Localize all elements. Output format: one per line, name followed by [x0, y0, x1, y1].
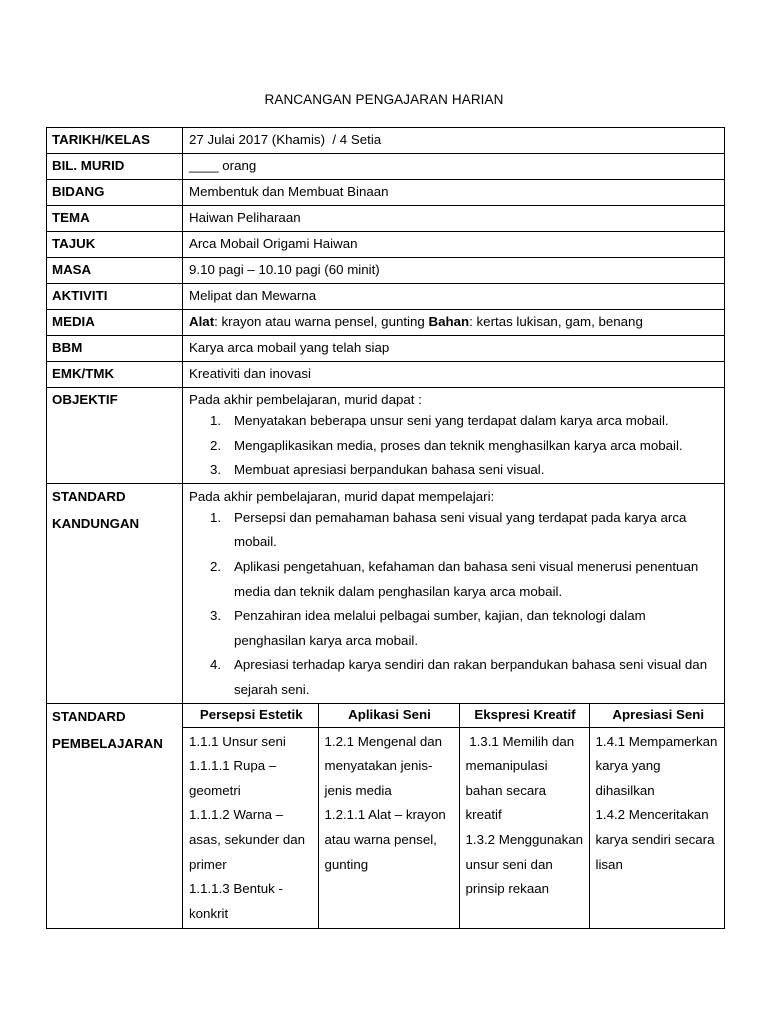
header-apresiasi-seni: Apresiasi Seni	[589, 704, 725, 728]
grid-header-row	[183, 704, 725, 728]
value-bbm: Karya arca mobail yang telah siap	[183, 336, 725, 362]
cell-aplikasi-seni: 1.2.1 Mengenal dan menyatakan jenis-jenis media 1.2.1.1 Alat – krayon atau warna pensel, gunting	[318, 727, 459, 928]
row-masa	[47, 258, 725, 284]
standard-kandungan-item: Penzahiran idea melalui pelbagai sumber, kajian, dan teknologi dalam penghasilan karya arca mobail.	[234, 608, 646, 648]
cell-ekspresi-kreatif: 1.3.1 Memilih dan memanipulasi bahan secara kreatif 1.3.2 Menggunakan unsur seni dan prinsip rekaan	[459, 727, 589, 928]
header-aplikasi-seni: Aplikasi Seni	[318, 704, 459, 728]
label-bbm: BBM	[47, 336, 183, 362]
value-emk-tmk: Kreativiti dan inovasi	[183, 362, 725, 388]
label-emk-tmk: EMK/TMK	[47, 362, 183, 388]
value-tema: Haiwan Peliharaan	[183, 206, 725, 232]
row-aktiviti	[47, 284, 725, 310]
row-bidang	[47, 180, 725, 206]
value-masa: 9.10 pagi – 10.10 pagi (60 minit)	[183, 258, 725, 284]
label-masa: MASA	[47, 258, 183, 284]
row-objektif	[47, 388, 725, 484]
grid-content-row	[183, 727, 725, 928]
standard-pembelajaran-grid-cell	[183, 703, 725, 928]
value-bil-murid: ____ orang	[183, 154, 725, 180]
value-tarikh-kelas: 27 Julai 2017 (Khamis) / 4 Setia	[183, 128, 725, 154]
objektif-intro: Pada akhir pembelajaran, murid dapat :	[189, 392, 422, 407]
row-media	[47, 310, 725, 336]
page-title: RANCANGAN PENGAJARAN HARIAN	[264, 92, 504, 107]
row-tajuk	[47, 232, 725, 258]
objektif-item: Menyatakan beberapa unsur seni yang terdapat dalam karya arca mobail.	[234, 413, 669, 428]
row-tarikh-kelas	[47, 128, 725, 154]
value-aktiviti: Melipat dan Mewarna	[183, 284, 725, 310]
label-standard-pembelajaran: STANDARD PEMBELAJARAN	[47, 703, 183, 928]
value-media	[183, 310, 725, 336]
cell-apresiasi-seni: 1.4.1 Mempamerkan karya yang dihasilkan 1.4.2 Menceritakan karya sendiri secara lisan	[589, 727, 725, 928]
standard-kandungan-list	[189, 506, 724, 703]
row-emk-tmk	[47, 362, 725, 388]
row-bbm	[47, 336, 725, 362]
media-alat-value: : krayon atau warna pensel, gunting	[214, 314, 429, 329]
label-tajuk: TAJUK	[47, 232, 183, 258]
objektif-item: Mengaplikasikan media, proses dan teknik menghasilkan karya arca mobail.	[234, 437, 683, 453]
row-bil-murid	[47, 154, 725, 180]
lesson-plan-table	[46, 127, 725, 929]
objektif-item: Membuat apresiasi berpandukan bahasa seni visual.	[234, 462, 545, 478]
cell-persepsi-estetik: 1.1.1 Unsur seni 1.1.1.1 Rupa – geometri 1.1.1.2 Warna – asas, sekunder dan primer 1.1.1.3 Bentuk - konkrit	[183, 727, 318, 928]
standard-pembelajaran-grid	[183, 704, 725, 928]
label-bil-murid: BIL. MURID	[47, 154, 183, 180]
media-bahan-label: Bahan	[428, 314, 470, 329]
header-ekspresi-kreatif: Ekspresi Kreatif	[459, 704, 589, 728]
media-alat-label: Alat	[189, 314, 215, 329]
value-standard-kandungan	[183, 483, 725, 703]
header-persepsi-estetik: Persepsi Estetik	[183, 704, 318, 728]
objektif-list	[189, 409, 724, 483]
standard-kandungan-intro: Pada akhir pembelajaran, murid dapat mempelajari:	[189, 488, 495, 504]
row-standard-pembelajaran	[47, 703, 725, 928]
label-tema: TEMA	[47, 206, 183, 232]
label-media: MEDIA	[47, 310, 183, 336]
label-standard-kandungan: STANDARD KANDUNGAN	[47, 483, 183, 703]
label-tarikh-kelas: TARIKH/KELAS	[47, 128, 183, 154]
value-tajuk: Arca Mobail Origami Haiwan	[183, 232, 725, 258]
value-objektif	[183, 388, 725, 484]
standard-kandungan-item: Persepsi dan pemahaman bahasa seni visual yang terdapat pada karya arca mobail.	[234, 509, 687, 550]
label-objektif: OBJEKTIF	[47, 388, 183, 484]
media-bahan-value: : kertas lukisan, gam, benang	[469, 314, 643, 329]
row-standard-kandungan	[47, 483, 725, 703]
label-bidang: BIDANG	[47, 180, 183, 206]
standard-kandungan-item: Aplikasi pengetahuan, kefahaman dan bahasa seni visual menerusi penentuan media dan teknik dalam penghasilan karya arca mobail.	[234, 558, 699, 599]
row-tema	[47, 206, 725, 232]
label-aktiviti: AKTIVITI	[47, 284, 183, 310]
standard-kandungan-item: Apresiasi terhadap karya sendiri dan rakan berpandukan bahasa seni visual dan sejarah seni.	[234, 657, 708, 697]
value-bidang: Membentuk dan Membuat Binaan	[183, 180, 725, 206]
